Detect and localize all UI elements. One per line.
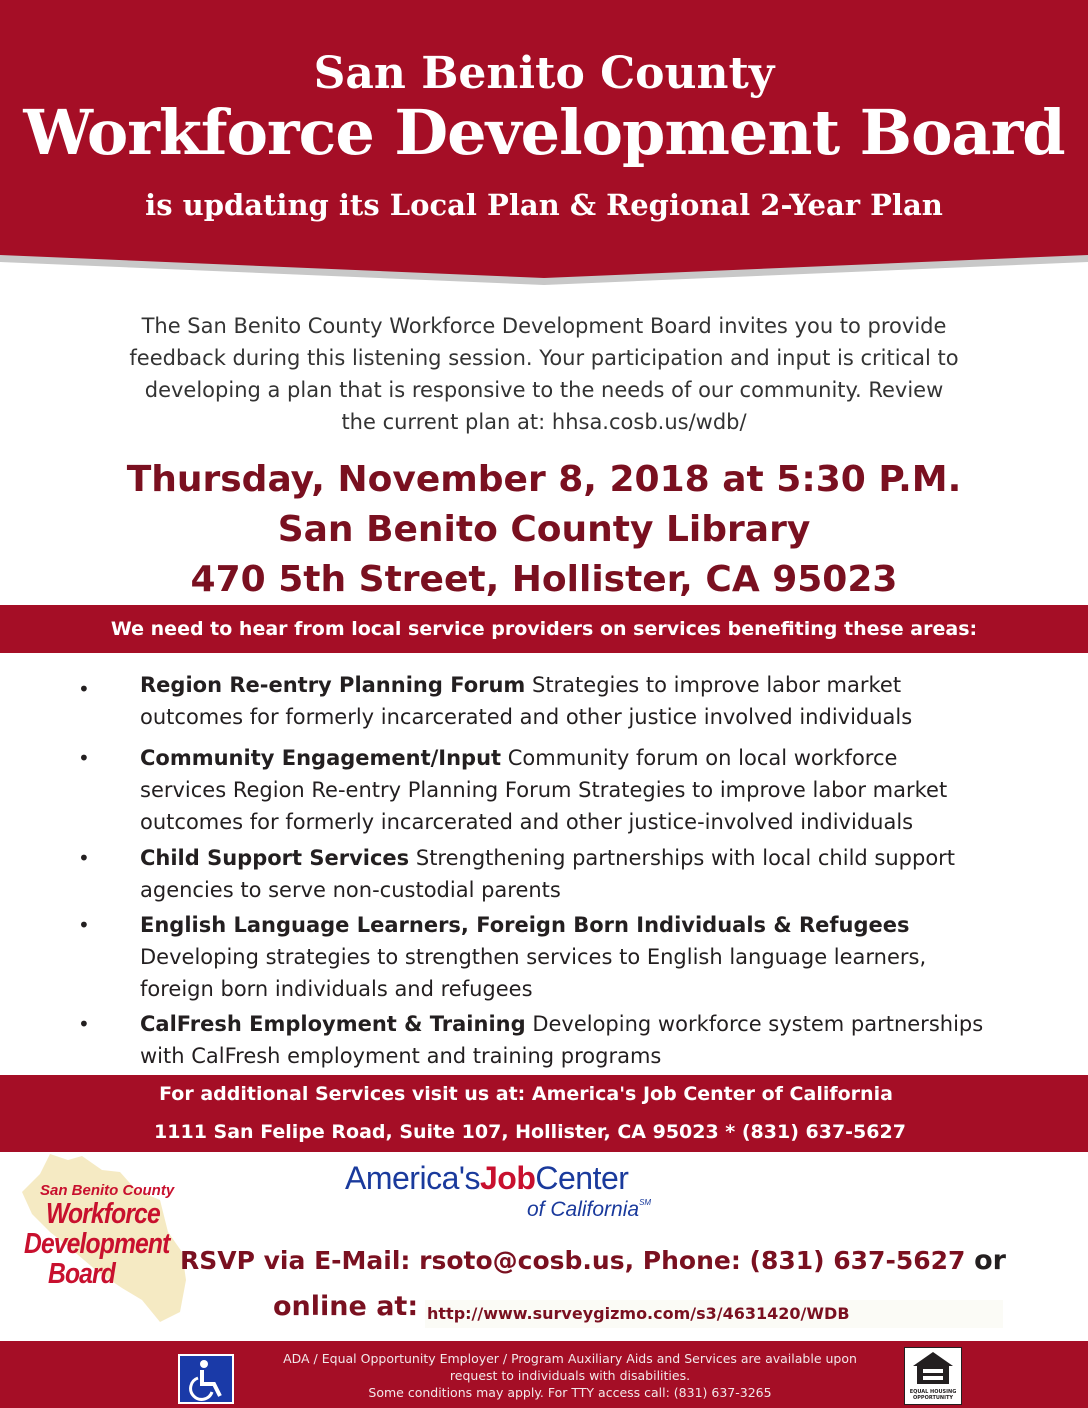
ajc-center: Center <box>535 1160 629 1196</box>
list-item-title: English Language Learners, Foreign Born Individuals & Refugees <box>140 913 910 937</box>
footer-banner <box>0 1341 1088 1408</box>
list-item-text: services Region Re-entry Planning Forum Strategies to improve labor market <box>140 778 948 802</box>
footer-line: Some conditions may apply. For TTY access call: (831) 637-3265 <box>368 1385 772 1400</box>
rsvp-contact: RSVP via E-Mail: rsoto@cosb.us, Phone: (831) 637-5627 <box>180 1246 975 1275</box>
header-banner <box>0 0 1088 285</box>
list-item-text: Community forum on local workforce <box>501 746 898 770</box>
event-address: 470 5th Street, Hollister, CA 95023 <box>190 559 898 600</box>
intro-paragraph <box>100 310 988 438</box>
needs-banner: We need to hear from local service providers on services benefiting these areas: <box>0 605 1088 653</box>
list-item-title: Community Engagement/Input <box>140 746 502 770</box>
rsvp-url-link[interactable]: http://www.surveygizmo.com/s3/4631420/WDB <box>425 1300 1003 1328</box>
equal-housing-icon <box>904 1347 962 1405</box>
bullet-dot: • <box>78 677 90 701</box>
wdb-logo-county: San Benito County <box>40 1182 175 1199</box>
ajc-americas: America's <box>345 1160 480 1196</box>
list-item-text: agencies to serve non-custodial parents <box>140 878 561 902</box>
wdb-logo-line: Board <box>48 1258 115 1290</box>
header-board-title: Workforce Development Board <box>23 96 1065 169</box>
services-line: For additional Services visit us at: America's Job Center of California <box>159 1083 893 1105</box>
footer-notice <box>240 1350 900 1401</box>
equal-housing-label: EQUAL HOUSING OPPORTUNITY <box>909 1389 957 1401</box>
ajc-of-california-text: of California <box>527 1198 640 1221</box>
list-item-text: foreign born individuals and refugees <box>140 977 533 1001</box>
header-county: San Benito County <box>313 48 775 99</box>
list-item-text: Developing workforce system partnerships <box>525 1012 984 1036</box>
rsvp-line <box>180 1245 1006 1276</box>
wdb-logo <box>10 1152 200 1332</box>
list-item-title: CalFresh Employment & Training <box>140 1012 526 1036</box>
rsvp-or: or <box>974 1245 1006 1276</box>
list-item-text: Strengthening partnerships with local child support <box>409 846 956 870</box>
footer-line: request to individuals with disabilities. <box>449 1368 691 1383</box>
rsvp-online-label: online at: <box>273 1291 419 1322</box>
event-details <box>0 455 1088 605</box>
list-item-text: with CalFresh employment and training programs <box>140 1044 662 1068</box>
intro-line: feedback during this listening session. Your participation and input is critical to <box>129 346 959 370</box>
bullet-dot: • <box>78 846 90 870</box>
ajc-job: Job <box>479 1160 536 1196</box>
ajc-logo-wordmark <box>345 1160 628 1197</box>
footer-line: ADA / Equal Opportunity Employer / Program Auxiliary Aids and Services are available upon <box>283 1351 857 1366</box>
list-item-text: Strategies to improve labor market <box>525 673 902 697</box>
wdb-logo-line: Development <box>24 1228 170 1260</box>
ajc-logo <box>345 1160 705 1230</box>
list-item-text: Developing strategies to strengthen services to English language learners, <box>140 945 927 969</box>
bullet-dot: • <box>78 1012 90 1036</box>
list-item-text: outcomes for formerly incarcerated and other justice-involved individuals <box>140 810 914 834</box>
header-subtitle: is updating its Local Plan & Regional 2-Year Plan <box>145 188 943 222</box>
intro-line: The San Benito County Workforce Development Board invites you to provide <box>141 314 947 338</box>
event-venue: San Benito County Library <box>277 509 811 550</box>
services-banner <box>0 1075 1088 1152</box>
list-item-title: Region Re-entry Planning Forum <box>140 673 526 697</box>
ajc-of-california <box>527 1198 651 1222</box>
list-item-text: outcomes for formerly incarcerated and other justice involved individuals <box>140 705 913 729</box>
bullet-dot: • <box>78 746 90 770</box>
list-item-title: Child Support Services <box>140 846 410 870</box>
services-address: 1111 San Felipe Road, Suite 107, Hollister, CA 95023 * (831) 637-5627 <box>154 1121 906 1143</box>
intro-line: the current plan at: hhsa.cosb.us/wdb/ <box>341 410 747 434</box>
ajc-sm: SM <box>639 1198 652 1207</box>
bullet-dot: • <box>78 913 90 937</box>
wdb-logo-line: Workforce <box>46 1198 160 1230</box>
intro-line: developing a plan that is responsive to the needs of our community. Review <box>144 378 944 402</box>
accessibility-icon <box>178 1354 234 1404</box>
event-date: Thursday, November 8, 2018 at 5:30 P.M. <box>126 459 962 500</box>
